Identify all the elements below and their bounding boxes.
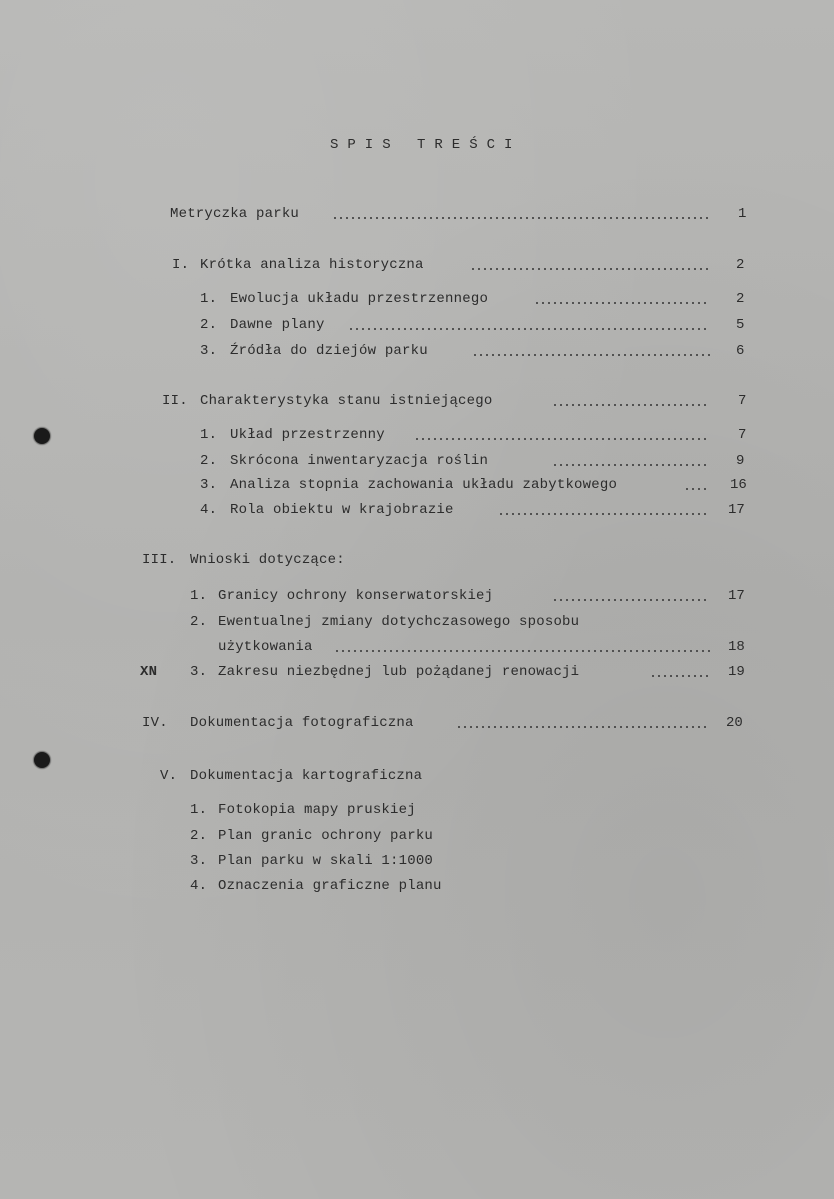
item-number: 2. xyxy=(200,317,218,333)
item-page: 9 xyxy=(736,453,745,469)
leader-dots xyxy=(456,726,710,728)
leader-dots xyxy=(684,488,710,490)
toc-entry-page: 1 xyxy=(738,206,747,222)
leader-dots xyxy=(348,328,710,330)
item-label: Dawne plany xyxy=(230,317,325,333)
section-title: Wnioski dotyczące: xyxy=(190,552,345,568)
leader-dots xyxy=(650,675,710,677)
margin-mark: XN xyxy=(140,664,158,680)
item-label: Plan granic ochrony parku xyxy=(218,828,434,844)
item-label: Ewolucja układu przestrzennego xyxy=(230,291,489,307)
leader-dots xyxy=(334,650,710,652)
section-number: V. xyxy=(160,768,178,784)
item-label: Zakresu niezbędnej lub pożądanej renowacji xyxy=(218,664,580,680)
item-label: Granicy ochrony konserwatorskiej xyxy=(218,588,494,604)
leader-dots xyxy=(552,599,710,601)
item-page: 18 xyxy=(728,639,745,655)
punch-hole xyxy=(34,428,50,444)
section-page: 7 xyxy=(738,393,747,409)
item-label: Oznaczenia graficzne planu xyxy=(218,878,442,894)
item-number: 1. xyxy=(190,802,208,818)
section-title: Dokumentacja fotograficzna xyxy=(190,715,414,731)
item-number: 4. xyxy=(200,502,218,518)
item-page: 19 xyxy=(728,664,745,680)
item-page: 16 xyxy=(730,477,747,493)
item-number: 2. xyxy=(200,453,218,469)
item-page: 17 xyxy=(728,588,745,604)
section-number: I. xyxy=(172,257,190,273)
item-number: 1. xyxy=(190,588,208,604)
item-label: Układ przestrzenny xyxy=(230,427,385,443)
item-page: 6 xyxy=(736,343,745,359)
item-page: 2 xyxy=(736,291,745,307)
item-number: 3. xyxy=(200,477,218,493)
item-number: 3. xyxy=(190,853,208,869)
leader-dots xyxy=(414,438,710,440)
item-label: Źródła do dziejów parku xyxy=(230,343,428,359)
item-number: 2. xyxy=(190,614,208,630)
section-number: II. xyxy=(162,393,188,409)
item-label: Plan parku w skali 1:1000 xyxy=(218,853,434,869)
leader-dots xyxy=(552,404,710,406)
item-page: 17 xyxy=(728,502,745,518)
section-number: III. xyxy=(142,552,177,568)
item-label-continued: użytkowania xyxy=(218,639,313,655)
leader-dots xyxy=(470,268,710,270)
section-title: Krótka analiza historyczna xyxy=(200,257,424,273)
section-page: 20 xyxy=(726,715,743,731)
leader-dots xyxy=(534,302,710,304)
toc-entry-label: Metryczka parku xyxy=(170,206,300,222)
leader-dots xyxy=(472,354,710,356)
item-label: Skrócona inwentaryzacja roślin xyxy=(230,453,489,469)
section-page: 2 xyxy=(736,257,745,273)
section-title: Dokumentacja kartograficzna xyxy=(190,768,423,784)
punch-hole xyxy=(34,752,50,768)
item-number: 4. xyxy=(190,878,208,894)
item-number: 1. xyxy=(200,427,218,443)
item-label: Fotokopia mapy pruskiej xyxy=(218,802,416,818)
section-title: Charakterystyka stanu istniejącego xyxy=(200,393,493,409)
leader-dots xyxy=(498,513,710,515)
section-number: IV. xyxy=(142,715,168,731)
leader-dots xyxy=(332,217,710,219)
leader-dots xyxy=(552,464,710,466)
item-number: 1. xyxy=(200,291,218,307)
item-number: 3. xyxy=(200,343,218,359)
item-page: 7 xyxy=(738,427,747,443)
item-number: 3. xyxy=(190,664,208,680)
item-page: 5 xyxy=(736,317,745,333)
item-label: Ewentualnej zmiany dotychczasowego sposobu xyxy=(218,614,580,630)
item-label: Analiza stopnia zachowania układu zabytkowego xyxy=(230,477,618,493)
page-title: SPIS TREŚCI xyxy=(330,137,522,153)
item-label: Rola obiektu w krajobrazie xyxy=(230,502,454,518)
item-number: 2. xyxy=(190,828,208,844)
